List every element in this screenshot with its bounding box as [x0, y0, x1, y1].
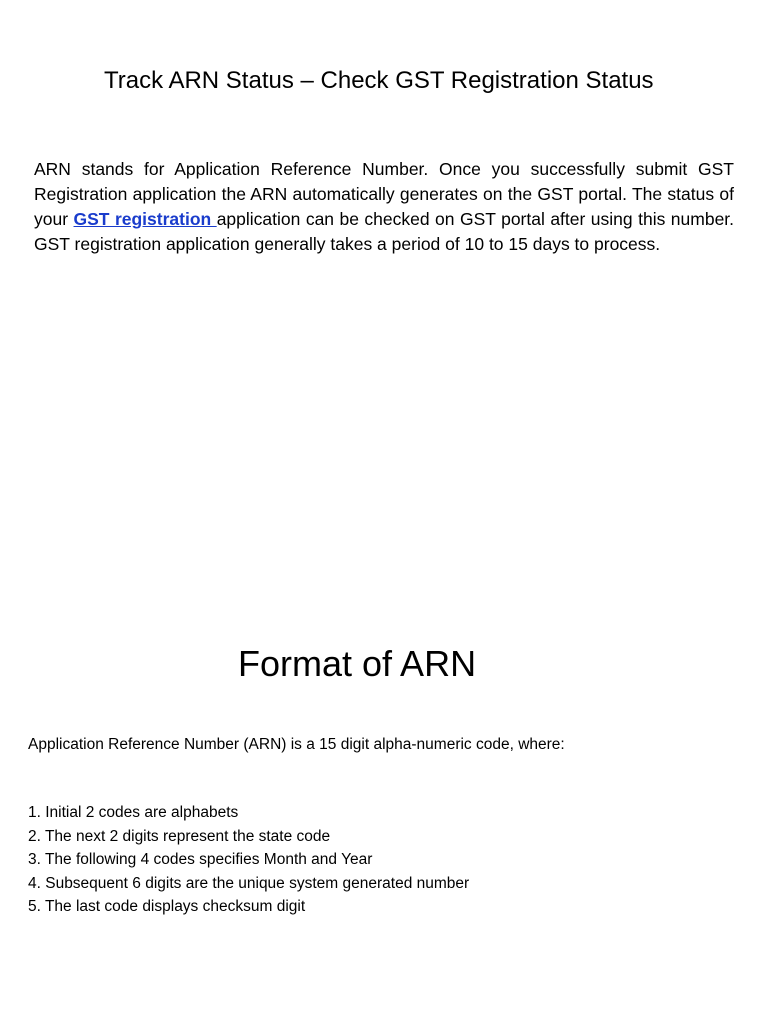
list-item: 2. The next 2 digits represent the state code — [28, 827, 331, 845]
format-list — [28, 801, 469, 919]
page-title: Track ARN Status – Check GST Registration Status — [104, 67, 654, 94]
section-title: Format of ARN — [238, 643, 477, 684]
paragraph-text-before-link: ARN stands for Application Reference Number. Once you successfully submit GST Registration application the ARN automatically generates on the GST portal. The status of your — [34, 159, 734, 229]
format-intro-text: Application Reference Number (ARN) is a 15 digit alpha-numeric code, where: — [28, 736, 565, 753]
gst-registration-link[interactable]: GST registration — [73, 209, 217, 229]
list-item: 3. The following 4 codes specifies Month and Year — [28, 851, 373, 868]
list-item: 5. The last code displays checksum digit — [28, 898, 306, 915]
list-item: 4. Subsequent 6 digits are the unique system generated number — [28, 874, 470, 892]
list-item: 1. Initial 2 codes are alphabets — [28, 804, 239, 821]
intro-paragraph — [34, 157, 734, 257]
paragraph-text-after-link: application can be checked on GST portal after using this number. GST registration application generally takes a period of 10 to 15 days to process. — [34, 209, 735, 254]
